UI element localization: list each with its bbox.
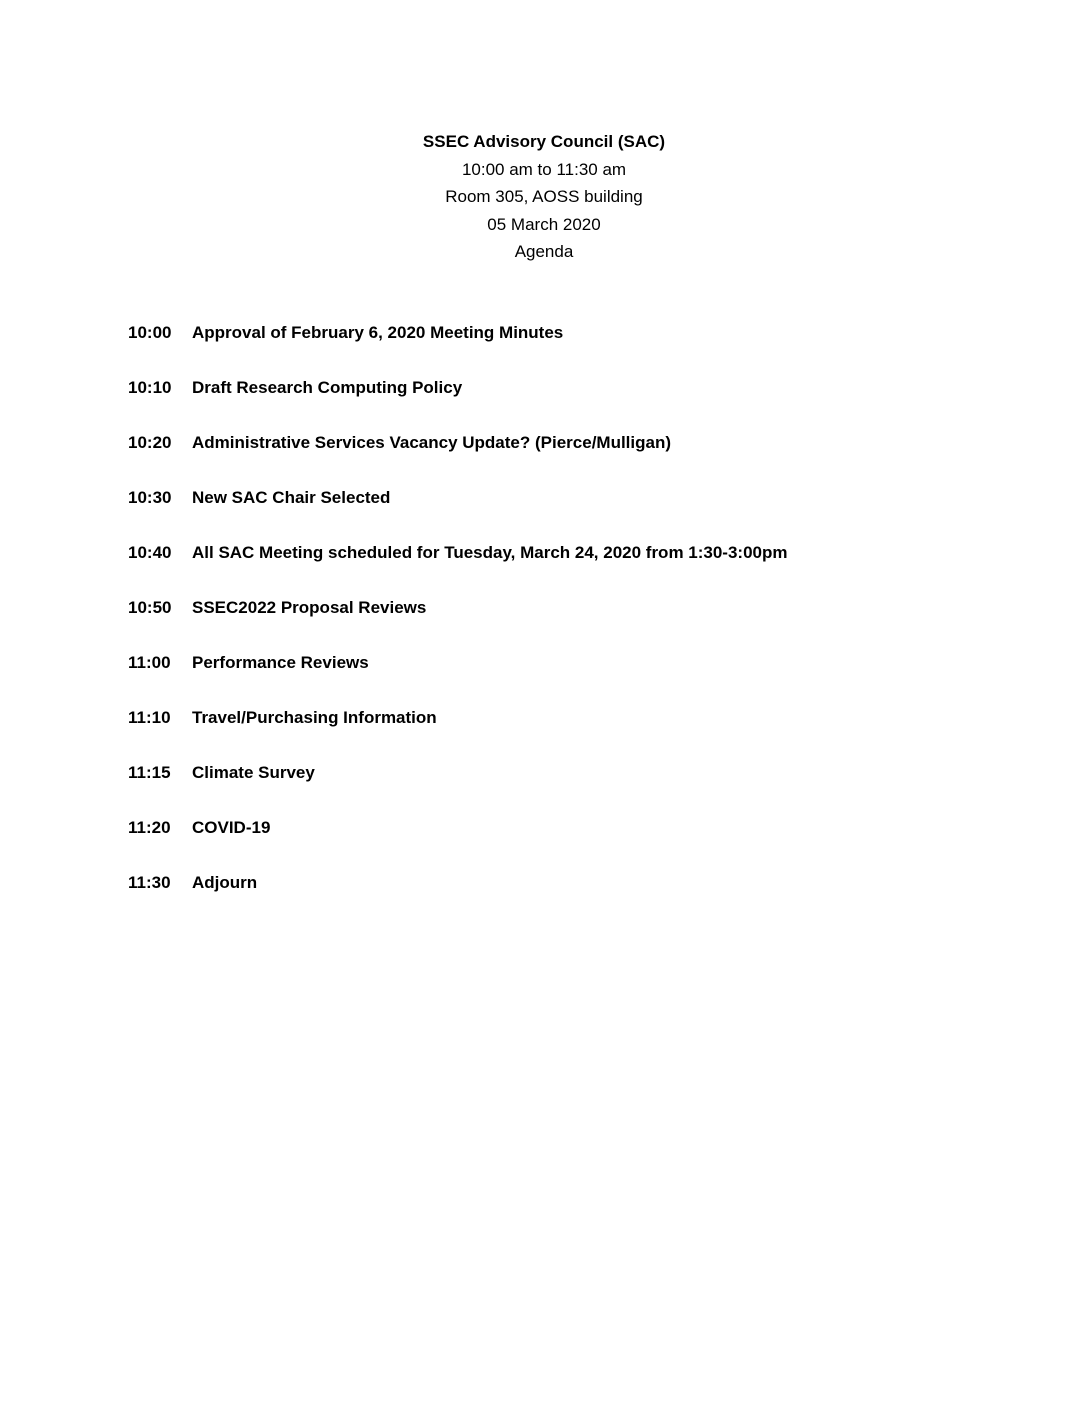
agenda-item [128, 375, 1028, 430]
agenda-topic: Climate Survey [192, 763, 315, 782]
agenda-list [128, 320, 1028, 925]
agenda-item [128, 485, 1028, 540]
council-title: SSEC Advisory Council (SAC) [422, 132, 666, 151]
agenda-topic: All SAC Meeting scheduled for Tuesday, March 24, 2020 from 1:30-3:00pm [192, 543, 788, 562]
agenda-topic: Draft Research Computing Policy [192, 378, 463, 397]
agenda-time: 11:10 [128, 708, 171, 727]
agenda-time: 10:40 [128, 543, 172, 562]
agenda-time: 11:30 [128, 873, 171, 892]
meeting-date: 05 March 2020 [487, 214, 601, 234]
agenda-time: 11:20 [128, 818, 171, 837]
agenda-time: 10:20 [128, 433, 172, 452]
agenda-topic: Adjourn [192, 873, 258, 892]
agenda-topic: COVID-19 [192, 818, 271, 837]
agenda-topic: SSEC2022 Proposal Reviews [192, 598, 427, 617]
meeting-time: 10:00 am to 11:30 am [461, 159, 627, 179]
agenda-topic: New SAC Chair Selected [192, 488, 391, 507]
agenda-time: 11:15 [128, 763, 171, 782]
meeting-location: Room 305, AOSS building [445, 187, 643, 206]
agenda-time: 10:00 [128, 323, 172, 342]
agenda-label: Agenda [514, 242, 574, 261]
agenda-topic: Approval of February 6, 2020 Meeting Minutes [192, 323, 564, 342]
agenda-topic: Administrative Services Vacancy Update? (Pierce/Mulligan) [192, 433, 672, 452]
agenda-topic: Performance Reviews [192, 653, 369, 672]
agenda-item [128, 430, 1028, 485]
agenda-time: 10:30 [128, 488, 172, 507]
agenda-header [0, 128, 1088, 266]
agenda-time: 10:10 [128, 378, 172, 397]
agenda-item [128, 705, 1028, 760]
agenda-item [128, 540, 1028, 595]
agenda-item [128, 760, 1028, 815]
agenda-item [128, 870, 1028, 925]
agenda-item [128, 320, 1028, 375]
agenda-item [128, 815, 1028, 870]
agenda-time: 10:50 [128, 598, 172, 617]
agenda-topic: Travel/Purchasing Information [192, 708, 437, 727]
agenda-item [128, 595, 1028, 650]
agenda-time: 11:00 [128, 653, 171, 672]
agenda-item [128, 650, 1028, 705]
